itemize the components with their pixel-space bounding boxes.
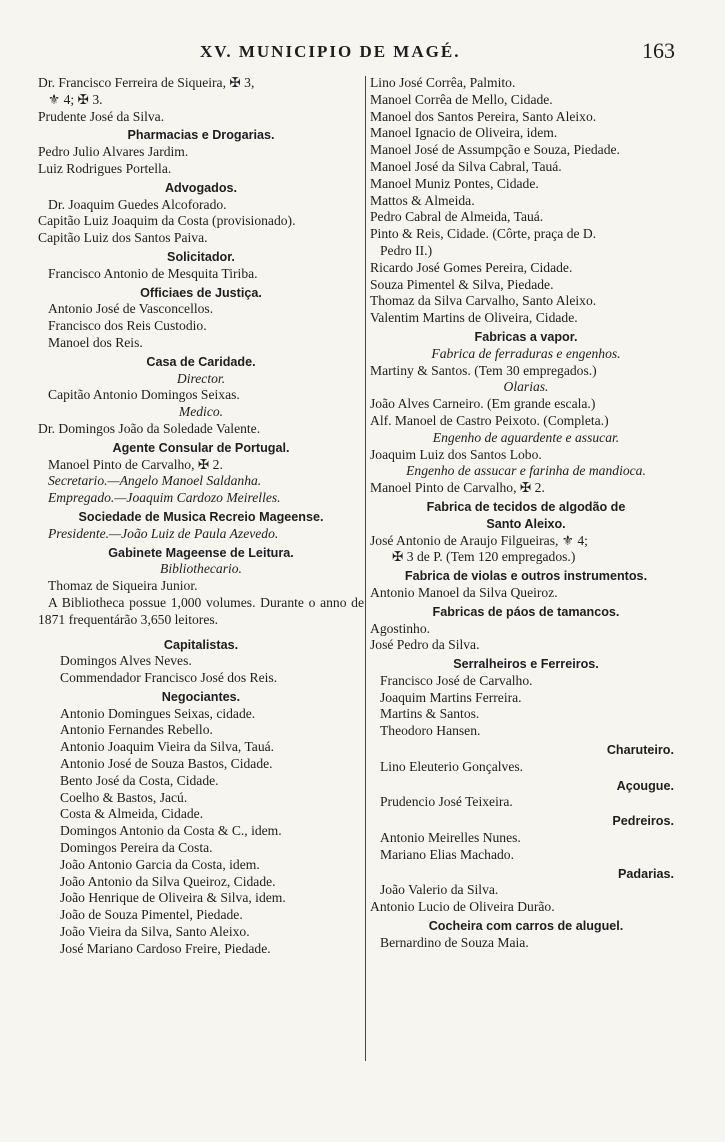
list-item: Capitão Antonio Domingos Seixas. [48, 387, 240, 403]
list-item: Antonio Lucio de Oliveira Durão. [370, 899, 555, 915]
section-heading: Pedreiros. [612, 814, 674, 829]
section-heading: Agente Consular de Portugal. [112, 440, 290, 455]
list-item: Manoel Ignacio de Oliveira, idem. [370, 125, 558, 141]
list-item: Secretario.—Angelo Manoel Saldanha. [48, 473, 262, 489]
list-item: João Antonio Garcia da Costa, idem. [60, 856, 260, 872]
section-heading: Santo Aleixo. [486, 516, 566, 531]
list-item: Manoel Pinto de Carvalho, ✠ 2. [48, 456, 223, 472]
section-heading: Advogados. [164, 180, 238, 195]
subheading: Fabrica de ferraduras e engenhos. [431, 345, 621, 361]
list-item: Alf. Manoel de Castro Peixoto. (Completa.) [370, 412, 609, 428]
list-item: João Henrique de Oliveira & Silva, idem. [60, 890, 286, 906]
column-divider [365, 76, 366, 1061]
list-item: Thomaz da Silva Carvalho, Santo Aleixo. [370, 293, 597, 309]
section-heading: Padarias. [617, 866, 674, 881]
paragraph: A Bibliotheca possue 1,000 volumes. Durante o anno de 1871 frequentárão 3,650 leitores. [38, 594, 364, 627]
subheading: Bibliothecario. [160, 561, 242, 577]
list-item: Dr. Domingos João da Soledade Valente. [38, 420, 261, 436]
list-item: Lino Eleuterio Gonçalves. [380, 758, 524, 774]
section-heading: Charuteiro. [606, 743, 674, 758]
list-item: Pedro Cabral de Almeida, Tauá. [370, 209, 544, 225]
list-item: Capitão Luiz dos Santos Paiva. [38, 230, 208, 246]
list-item: José Mariano Cardoso Freire, Piedade. [60, 940, 271, 956]
text-line: Prudente José da Silva. [38, 108, 165, 124]
list-item: Costa & Almeida, Cidade. [60, 806, 204, 822]
list-item: Antonio Manoel da Silva Queiroz. [370, 584, 558, 600]
list-item: Domingos Pereira da Costa. [60, 840, 213, 856]
section-heading: Solicitador. [167, 249, 235, 264]
list-item: Coelho & Bastos, Jacú. [60, 789, 188, 805]
text-line: Dr. Francisco Ferreira de Siqueira, ✠ 3, [38, 75, 255, 90]
list-item: João Valerio da Silva. [380, 882, 499, 898]
running-head: XV. MUNICIPIO DE MAGÉ. [200, 42, 461, 61]
section-heading: Cocheira com carros de aluguel. [428, 919, 624, 934]
right-column [370, 75, 682, 952]
list-item: Thomaz de Siqueira Junior. [48, 578, 198, 594]
list-item: João de Souza Pimentel, Piedade. [60, 907, 243, 923]
list-item: Empregado.—Joaquim Cardozo Meirelles. [48, 490, 281, 506]
list-item: Mariano Elias Machado. [380, 846, 515, 862]
list-item: Pedro II.) [380, 242, 433, 258]
list-item: Manoel Muniz Pontes, Cidade. [370, 175, 539, 191]
list-item: Joaquim Luiz dos Santos Lobo. [370, 446, 542, 462]
list-item: Commendador Francisco José dos Reis. [60, 670, 278, 686]
list-item: Agostinho. [370, 620, 431, 636]
list-item: Dr. Joaquim Guedes Alcoforado. [48, 196, 227, 212]
list-item: Mattos & Almeida. [370, 192, 475, 208]
list-item: Joaquim Martins Ferreira. [380, 689, 522, 705]
list-item: Souza Pimentel & Silva, Piedade. [370, 276, 554, 292]
list-item: Theodoro Hansen. [380, 723, 481, 739]
list-item: Domingos Antonio da Costa & C., idem. [60, 823, 282, 839]
section-heading: Gabinete Mageense de Leitura. [108, 545, 294, 560]
list-item: João Vieira da Silva, Santo Aleixo. [60, 924, 250, 940]
section-heading: Fabricas a vapor. [474, 329, 578, 344]
list-item: João Alves Carneiro. (Em grande escala.) [370, 396, 596, 412]
subheading: Medico. [178, 404, 224, 420]
subheading: Engenho de aguardente e assucar. [432, 429, 620, 445]
page-number: 163 [642, 38, 675, 63]
section-heading: Officiaes de Justiça. [140, 285, 262, 300]
list-item: Bernardino de Souza Maia. [380, 934, 529, 950]
section-heading: Sociedade de Musica Recreio Mageense. [78, 509, 324, 524]
section-heading: Negociantes. [161, 689, 241, 704]
section-heading: Capitalistas. [163, 637, 239, 652]
list-item: José Pedro da Silva. [370, 637, 480, 653]
list-item: Manoel dos Santos Pereira, Santo Aleixo. [370, 108, 597, 124]
section-heading: Fabrica de violas e outros instrumentos. [404, 569, 648, 584]
list-item: Antonio Joaquim Vieira da Silva, Tauá. [60, 739, 275, 755]
page-header [0, 38, 725, 68]
left-column [38, 75, 364, 958]
list-item: Capitão Luiz Joaquim da Costa (provisionado). [38, 213, 296, 229]
section-heading: Serralheiros e Ferreiros. [453, 657, 599, 672]
list-item: Martiny & Santos. (Tem 30 empregados.) [370, 362, 597, 378]
list-item: Manoel Corrêa de Mello, Cidade. [370, 91, 553, 107]
subheading: Director. [176, 370, 226, 386]
subheading: Engenho de assucar e farinha de mandioca. [406, 463, 646, 479]
list-item: Antonio Meirelles Nunes. [380, 830, 521, 846]
list-item: João Antonio da Silva Queiroz, Cidade. [60, 873, 276, 889]
list-item: ✠ 3 de P. (Tem 120 empregados.) [392, 549, 576, 565]
list-item: Antonio José de Vasconcellos. [48, 301, 214, 317]
list-item: Prudencio José Teixeira. [380, 794, 513, 810]
list-item: Francisco dos Reis Custodio. [48, 318, 207, 334]
list-item: Bento José da Costa, Cidade. [60, 772, 219, 788]
list-item: Luiz Rodrigues Portella. [38, 160, 172, 176]
list-item: Domingos Alves Neves. [60, 653, 192, 669]
list-item: José Antonio de Araujo Filgueiras, ⚜ 4; [370, 532, 588, 548]
list-item: Lino José Corrêa, Palmito. [370, 75, 516, 90]
list-item: Pedro Julio Alvares Jardim. [38, 144, 189, 160]
section-heading: Fabricas de páos de tamancos. [432, 604, 620, 619]
list-item: Presidente.—João Luiz de Paula Azevedo. [48, 525, 279, 541]
list-item: Francisco Antonio de Mesquita Tiriba. [48, 265, 258, 281]
list-item: Antonio Domingues Seixas, cidade. [60, 705, 256, 721]
list-item: Pinto & Reis, Cidade. (Côrte, praça de D. [370, 226, 597, 242]
list-item: Antonio José de Souza Bastos, Cidade. [60, 756, 273, 772]
section-heading: Casa de Caridade. [146, 354, 256, 369]
list-item: Ricardo José Gomes Pereira, Cidade. [370, 259, 573, 275]
list-item: Manoel José de Assumpção e Souza, Piedade. [370, 142, 620, 158]
section-heading: Pharmacias e Drogarias. [127, 128, 275, 143]
list-item: Manoel José da Silva Cabral, Tauá. [370, 158, 562, 174]
subheading: Olarias. [503, 379, 549, 395]
list-item: Francisco José de Carvalho. [380, 672, 533, 688]
list-item: Manoel Pinto de Carvalho, ✠ 2. [370, 480, 545, 496]
list-item: Manoel dos Reis. [48, 334, 143, 350]
list-item: Martins & Santos. [380, 706, 480, 722]
list-item: Antonio Fernandes Rebello. [60, 722, 213, 738]
section-heading: Açougue. [616, 778, 674, 793]
section-heading: Fabrica de tecidos de algodão de [426, 499, 626, 514]
text-line: ⚜ 4; ✠ 3. [48, 91, 103, 107]
list-item: Valentim Martins de Oliveira, Cidade. [370, 310, 578, 326]
